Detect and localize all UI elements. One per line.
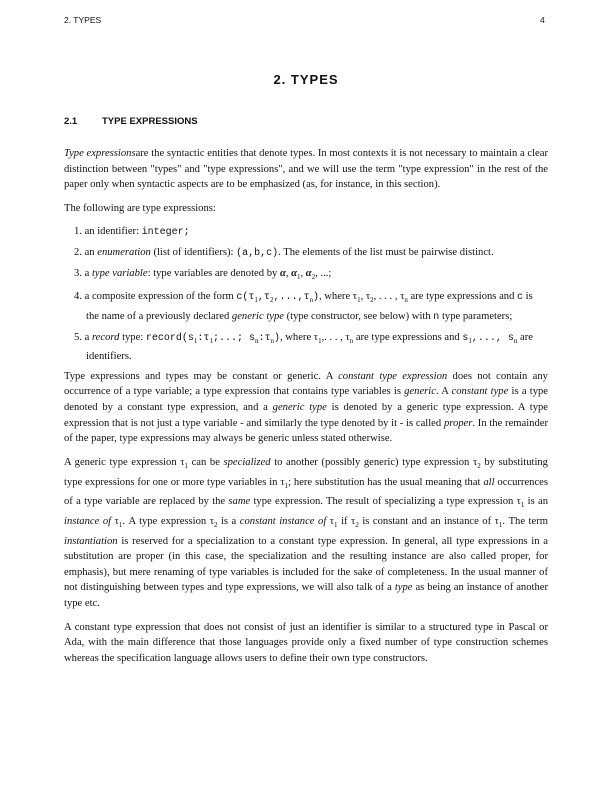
page-number: 4 xyxy=(540,15,545,25)
text: α xyxy=(305,267,312,279)
text: type parameters; xyxy=(439,310,513,322)
text: Type expressions and types may be constant or generic. A xyxy=(64,370,339,382)
text: 4. a composite expression of the form xyxy=(74,291,237,303)
code-text: ) xyxy=(273,332,280,344)
code-text: s xyxy=(462,332,469,344)
emphasis-text: constant type xyxy=(451,386,509,398)
subscript: 1 xyxy=(209,336,213,345)
text: . A type expression τ xyxy=(122,515,214,527)
text: is the name of a previously declared xyxy=(86,291,533,322)
text: does not contain any occurrence of a type variable; a type expression that contains type variables is xyxy=(64,370,548,398)
text: are identifiers. xyxy=(86,331,533,363)
emphasis-text: instance of xyxy=(64,515,112,527)
subscript: 1 xyxy=(498,521,503,530)
emphasis-text: type xyxy=(394,582,413,594)
paragraph xyxy=(64,369,548,447)
text: 3. a xyxy=(74,267,92,279)
text: A constant type expression that does not consist of just an identifier is similar to a structured type in Pascal or Ada, with the main difference that those languages provide only a fixed number of type construction schemes whereas the specification language allows users to define their own type constructors. xyxy=(64,621,548,664)
text: is denoted by a generic type expression. A type expression that is not just a type variable - and similarly the type denoted by it - is called xyxy=(64,402,548,429)
section-title: TYPE EXPRESSIONS xyxy=(102,116,198,127)
code-text: :τ xyxy=(197,332,210,344)
text: (type constructor, see below) with xyxy=(283,310,434,322)
text: : type variables are denoted by xyxy=(147,267,280,279)
text: . The elements of the list must be pairwise distinct. xyxy=(278,246,494,258)
emphasis-text: enumeration xyxy=(97,246,151,258)
text: , where τ xyxy=(279,331,319,343)
subscript: n xyxy=(404,296,408,305)
emphasis-text: generic xyxy=(404,386,436,398)
subscript: 2 xyxy=(269,296,274,305)
emphasis-text: specialized xyxy=(223,456,271,468)
text: 2. an xyxy=(74,246,98,258)
emphasis-text: constant type expression xyxy=(338,370,448,382)
subscript: 1 xyxy=(357,296,361,305)
code-text: integer; xyxy=(141,227,190,239)
text: 1. an identifier: xyxy=(74,226,142,238)
code-text: ) xyxy=(312,292,319,304)
text: ,. . . , τ xyxy=(321,331,350,343)
subscript: 1 xyxy=(334,521,338,530)
text: type expression. The result of specializing a type expression τ xyxy=(250,496,521,508)
subscript: n xyxy=(513,336,518,345)
text: , . . . , τ xyxy=(373,291,405,303)
text: The following are type expressions: xyxy=(64,202,216,214)
text: is a xyxy=(217,515,240,527)
subscript: 1 xyxy=(118,521,123,530)
text: by substituting type expressions for one or more type variables in τ xyxy=(64,456,548,488)
subscript: 2 xyxy=(355,521,359,530)
section-number: 2.1 xyxy=(64,116,78,127)
subscript: 2 xyxy=(370,296,374,305)
section-heading xyxy=(64,116,198,127)
body-text xyxy=(64,146,548,674)
text: , xyxy=(300,267,306,279)
text: are type expressions and xyxy=(407,291,518,303)
subscript: 2 xyxy=(213,521,218,530)
paragraph xyxy=(64,201,548,217)
emphasis-text: generic type xyxy=(231,310,284,322)
subscript: n xyxy=(309,296,313,305)
text: is reserved for a specialization to a constant type expression. In general, all type expressions in a substitution are proper (in this case, the specialization and the resulting instance are also called proper, for emphasis), but mere renaming of type variables is included for the sake of completeness. In the usual manner of not distinguishing between types and type expressions, we will also talk of a xyxy=(64,535,548,594)
code-text: :τ xyxy=(258,332,271,344)
code-text: c(τ xyxy=(236,292,255,304)
text: , where τ xyxy=(318,291,358,303)
subscript: 1 xyxy=(468,336,472,345)
code-text: ,...,τ xyxy=(273,292,310,304)
text: . The term xyxy=(502,515,548,527)
running-header: 2. TYPES xyxy=(64,15,102,25)
list-item xyxy=(74,224,548,241)
code-text: ,..., s xyxy=(471,332,514,344)
subscript: 1 xyxy=(284,481,289,490)
subscript: 2 xyxy=(311,272,316,281)
text: . In the remainder of the paper, type expressions may always be generic unless stated otherwise. xyxy=(64,417,548,445)
text: α xyxy=(291,267,297,279)
subscript: 2 xyxy=(477,461,481,470)
paragraph xyxy=(64,146,548,193)
emphasis-text: proper xyxy=(443,417,473,429)
code-text: ;...; s xyxy=(212,332,255,344)
text: occurrences of a type variable are replaced by the xyxy=(64,476,548,508)
text: is a type denoted by a constant type expression, and a xyxy=(64,386,548,414)
text: as being an instance of another type etc. xyxy=(64,582,548,610)
emphasis-text: type variable xyxy=(91,267,148,279)
list-item xyxy=(74,266,548,286)
text: τ xyxy=(111,515,119,527)
code-text: n xyxy=(433,311,440,323)
text: A generic type expression τ xyxy=(64,456,185,468)
emphasis-text: record xyxy=(91,331,120,343)
emphasis-text: same xyxy=(228,496,251,508)
text: are the syntactic entities that denote types. In most contexts it is not necessary to maintain a clear distinction between "types" and "type expressions", and we will use the term "type expression" in the rest of the paper only when syntactic aspects are to be emphasized (as, for instance, in this section). xyxy=(64,148,548,191)
code-text: (a,b,c) xyxy=(236,247,279,259)
subscript: 1 xyxy=(520,501,525,510)
chapter-title: 2. TYPES xyxy=(273,72,339,87)
subscript: 1 xyxy=(184,461,188,470)
code-text: record(s xyxy=(145,332,194,344)
text: τ xyxy=(326,515,335,527)
text: , xyxy=(285,267,292,279)
subscript: 1 xyxy=(318,336,322,345)
text: ; here substitution has the usual meaning that xyxy=(288,476,484,488)
subscript: 1 xyxy=(296,272,301,281)
text: 5. a xyxy=(74,331,92,343)
paragraph xyxy=(64,620,548,667)
subscript: 1 xyxy=(193,336,198,345)
text: can be xyxy=(187,456,224,468)
text: , τ xyxy=(360,291,371,303)
emphasis-text: all xyxy=(483,476,495,488)
text: (list of identifiers): xyxy=(150,246,237,258)
text: type: xyxy=(119,331,146,343)
text: to another (possibly generic) type expression τ xyxy=(270,456,478,468)
subscript: n xyxy=(270,336,274,345)
code-text: ,τ xyxy=(257,292,270,304)
paragraph xyxy=(64,455,548,612)
text: . A xyxy=(435,386,452,398)
emphasis-text: generic type xyxy=(272,402,327,414)
subscript: 1 xyxy=(254,296,258,305)
code-text: c xyxy=(517,292,524,304)
emphasis-text: instantiation xyxy=(64,535,118,547)
emphasis-text: constant instance of xyxy=(239,515,327,527)
text: is an xyxy=(524,496,548,508)
text: α xyxy=(279,267,286,279)
list-item xyxy=(74,245,548,262)
text: is constant and an instance of τ xyxy=(358,515,499,527)
text: if τ xyxy=(337,515,356,527)
list-item xyxy=(74,330,548,365)
list-item xyxy=(74,289,548,325)
subscript: n xyxy=(254,336,259,345)
text: , ...; xyxy=(315,267,332,279)
emphasis-text: Type expressions xyxy=(64,148,136,159)
text: are type expressions and xyxy=(353,331,463,343)
subscript: n xyxy=(349,336,354,345)
